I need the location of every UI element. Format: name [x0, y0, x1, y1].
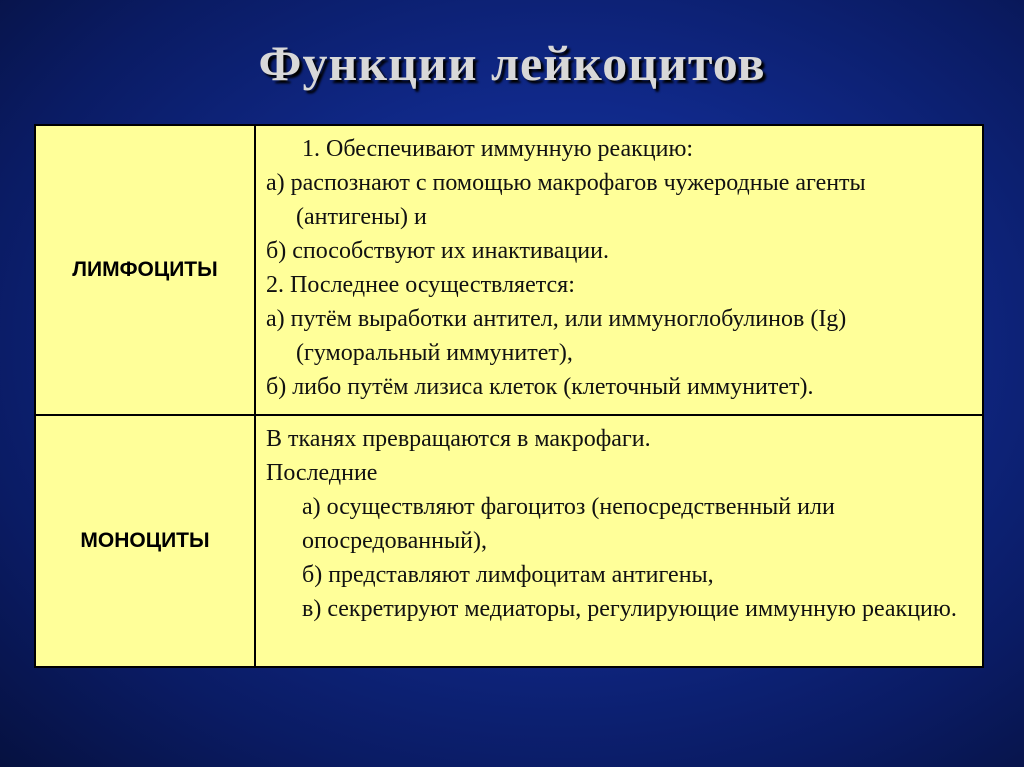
list-item: а) распознают с помощью макрофагов чужеродные агенты (антигены) и [266, 170, 866, 230]
slide-title: Функции лейкоцитов [258, 35, 766, 91]
list-item: б) способствуют их инактивации. [266, 238, 609, 264]
table-row-monocytes [35, 415, 983, 667]
list-item: в) секретируют медиаторы, регулирующие иммунную реакцию. [302, 596, 957, 622]
list-item: 2. Последнее осуществляется: [266, 272, 575, 298]
list-item: 1. Обеспечивают иммунную реакцию: [302, 136, 694, 162]
cell-desc-lymphocytes [255, 125, 983, 415]
list-item: б) либо путём лизиса клеток (клеточный иммунитет). [266, 374, 814, 400]
cell-name-lymphocytes: ЛИМФОЦИТЫ [35, 125, 255, 415]
cell-name-monocytes: МОНОЦИТЫ [35, 415, 255, 667]
list-item: б) представляют лимфоцитам антигены, [302, 562, 714, 588]
list-item: а) путём выработки антител, или иммуноглобулинов (Ig) (гуморальный иммунитет), [266, 306, 847, 366]
leukocyte-functions-table [34, 124, 984, 668]
list-item: Последние [266, 460, 378, 486]
cell-desc-monocytes [255, 415, 983, 667]
list-item: а) осуществляют фагоцитоз (непосредственный или опосредованный), [302, 494, 835, 554]
list-item: В тканях превращаются в макрофаги. [266, 426, 651, 452]
table-row-lymphocytes [35, 125, 983, 415]
